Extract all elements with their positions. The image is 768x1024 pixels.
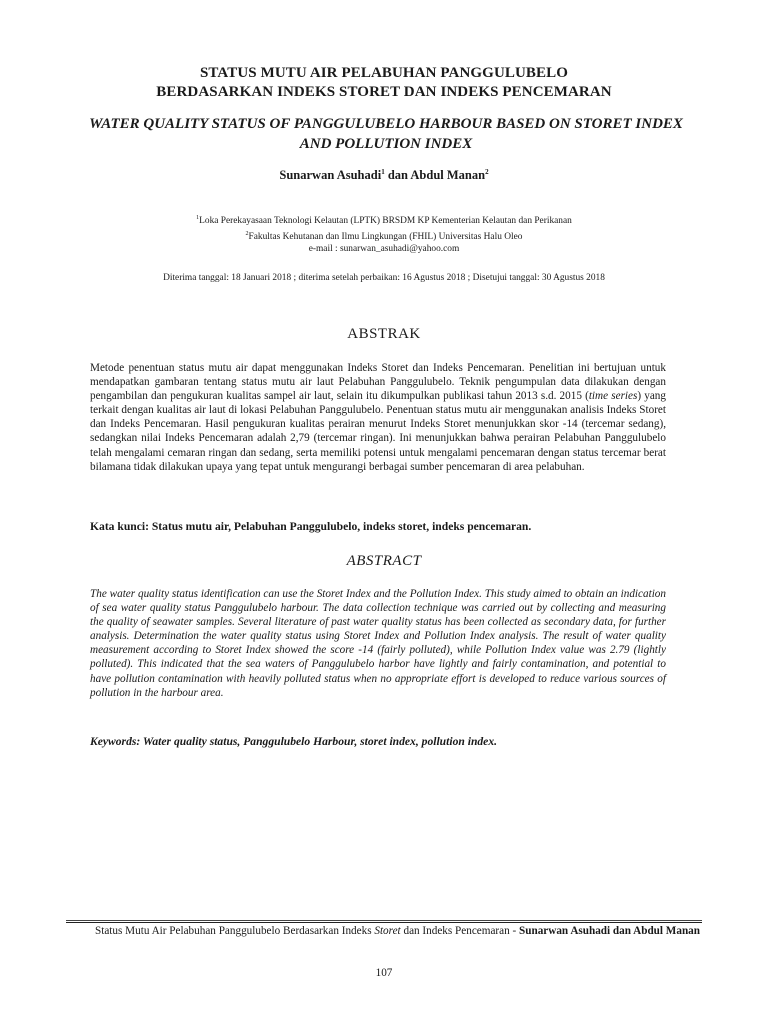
title-english [62,114,710,154]
title-en-line1: WATER QUALITY STATUS OF PANGGULUBELO HARBOUR BASED ON STORET INDEX [89,116,683,132]
author-2: Abdul Manan [410,168,486,183]
page-number: 107 [375,967,393,979]
author-conjunction: dan [384,168,411,183]
footer-rule-thick [66,922,702,923]
abstract-heading: ABSTRACT [346,553,422,569]
abstrak-text-2: ) yang terkait dengan kualitas air laut di lokasi Pelabuhan Panggulubelo. Penentuan status mutu air menggunakan analisis Indeks Storet dan Indeks Pencemaran. Hasil pengukuran kualitas perairan menurut Indeks Storet menunjukkan skor -14 (tercemar sedang), sedangkan nilai Indeks Pencemaran adalah 2,79 (tercemar ringan). Ini menunjukkan bahwa perairan Pelabuhan Panggulubelo telah mengalami cemaran ringan dan sedang, serta memiliki potensi untuk mengalami pencemaran dengan status tercemar berat bilamana tidak dilakukan upaya yang tepat untuk mengurangi berbagai sumber pencemaran di area pelabuhan. [90,390,666,473]
submission-dates: Diterima tanggal: 18 Januari 2018 ; diterima setelah perbaikan: 16 Agustus 2018 ; Disetujui tanggal: 30 Agustus 2018 [163,273,605,283]
abstrak-body [90,361,666,474]
keywords: Keywords: Water quality status, Panggulubelo Harbour, storet index, pollution index. [90,735,498,748]
footer-italic-term: Storet [374,925,401,937]
title-id-line1: STATUS MUTU AIR PELABUHAN PANGGULUBELO [199,65,568,81]
author-list [70,168,698,183]
footer-rule-thin [66,920,702,921]
affiliations [70,212,698,256]
title-indonesian [70,64,698,102]
abstrak-italic-term: time series [588,390,638,403]
footer-text-2: dan Indeks Pencemaran - [400,925,520,937]
abstrak-heading: ABSTRAK [347,326,421,342]
footer-text-1: Status Mutu Air Pelabuhan Panggulubelo Berdasarkan Indeks [95,925,375,937]
affiliation-2 [70,228,698,244]
affiliation-1-mark: 1 [196,215,200,221]
affiliation-2-mark: 2 [245,230,249,237]
abstrak-text-1: Metode penentuan status mutu air dapat menggunakan Indeks Storet dan Indeks Pencemaran. Penelitian ini bertujuan untuk mendapatkan gambaran tentang status mutu air laut Pelabuhan Panggulubelo. Teknik pengumpulan data dilakukan dengan pengambilan dan pengukuran kualitas sampel air laut, selain itu dikumpulkan publikasi tahun 2013 s.d. 2015 ( [90,362,666,403]
footer-authors: Sunarwan Asuhadi dan Abdul Manan [519,925,700,937]
abstract-body: The water quality status identification can use the Storet Index and the Pollution Index. This study aimed to obtain an indication of sea water quality status Panggulubelo harbour. The data collection technique was carried out by collecting and measuring the quality of seawater samples. Several literature of past water quality status has been collected as secondary data, for further analysis. Determination the water quality status using Storet Index and Pollution Index analysis. The result of water quality measurement according to Storet Index showed the score -14 (fairly polluted), while Pollution Index value was 2.79 (lightly polluted). This indicated that the sea waters of Panggulubelo harbor have lightly and fairly contamination, and potential to have pollution contamination with heavily polluted status when no appropriate effort is developed to reduce various sources of pollution in the harbour area. [90,588,666,699]
kata-kunci: Kata kunci: Status mutu air, Pelabuhan Panggulubelo, indeks storet, indeks pencemaran. [90,520,532,533]
contact-email: e-mail : sunarwan_asuhadi@yahoo.com [308,244,460,255]
author-1-affil-mark: 1 [381,168,385,176]
author-1: Sunarwan Asuhadi [279,168,382,183]
author-2-affil-mark: 2 [485,168,489,176]
affiliation-1-text: Loka Perekayasaan Teknologi Kelautan (LPTK) BRSDM KP Kementerian Kelautan dan Perikanan [199,216,572,227]
running-footer [66,924,700,939]
affiliation-1 [70,212,698,228]
title-id-line2: BERDASARKAN INDEKS STORET DAN INDEKS PENCEMARAN [156,84,612,100]
title-en-line2: AND POLLUTION INDEX [299,136,473,152]
affiliation-2-text: Fakultas Kehutanan dan Ilmu Lingkungan (FHIL) Universitas Halu Oleo [248,231,523,242]
